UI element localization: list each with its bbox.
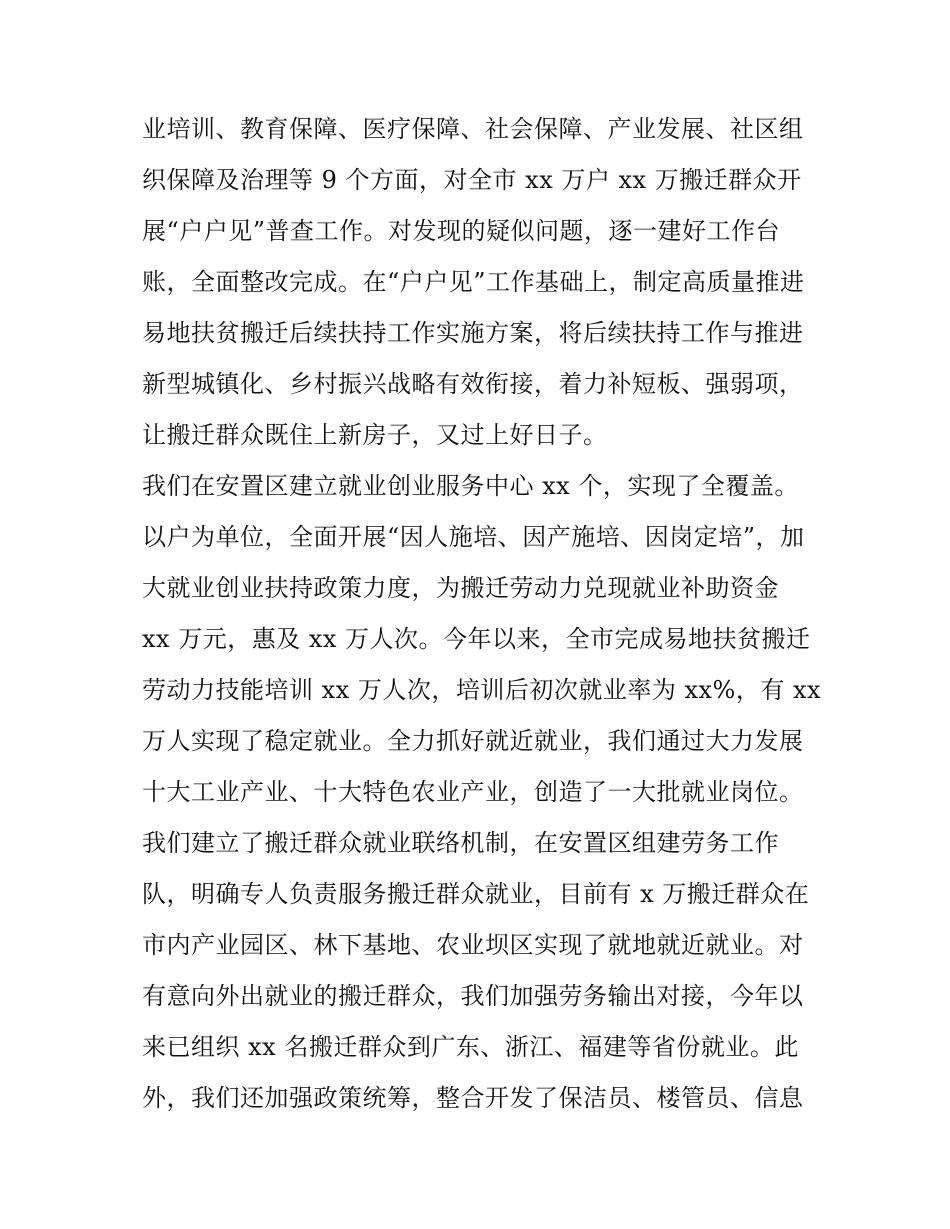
body-text	[142, 104, 822, 1124]
text-line: 队，明确专人负责服务搬迁群众就业，目前有 x 万搬迁群众在	[142, 880, 810, 908]
text-line: 有意向外出就业的搬迁群众，我们加强劳务输出对接，今年以	[142, 982, 804, 1010]
text-line: 易地扶贫搬迁后续扶持工作实施方案，将后续扶持工作与推进	[142, 319, 804, 347]
text-line: 市内产业园区、林下基地、农业坝区实现了就地就近就业。对	[142, 931, 804, 959]
text-line: 我们在安置区建立就业创业服务中心 xx 个，实现了全覆盖。	[142, 472, 799, 500]
text-line: 账，全面整改完成。在“户户见”工作基础上，制定高质量推进	[142, 268, 805, 296]
text-line: 业培训、教育保障、医疗保障、社会保障、产业发展、社区组	[142, 115, 804, 143]
text-line: 新型城镇化、乡村振兴战略有效衔接，着力补短板、强弱项，	[142, 370, 804, 398]
text-line: 我们建立了搬迁群众就业联络机制，在安置区组建劳务工作	[142, 829, 779, 857]
text-line: 外，我们还加强政策统筹，整合开发了保洁员、楼管员、信息	[142, 1084, 804, 1112]
text-line: 劳动力技能培训 xx 万人次，培训后初次就业率为 xx%，有 xx	[142, 676, 822, 704]
text-line: 来已组织 xx 名搬迁群众到广东、浙江、福建等省份就业。此	[142, 1033, 799, 1061]
text-line: 万人实现了稳定就业。全力抓好就近就业，我们通过大力发展	[142, 727, 804, 755]
text-line: 让搬迁群众既住上新房子，又过上好日子。	[142, 421, 608, 449]
text-line: 十大工业产业、十大特色农业产业，创造了一大批就业岗位。	[142, 778, 804, 806]
text-line: 以户为单位，全面开展“因人施培、因产施培、因岗定培”，加	[142, 523, 805, 551]
text-line: 展“户户见”普查工作。对发现的疑似问题，逐一建好工作台	[142, 217, 781, 245]
text-line: 织保障及治理等 9 个方面，对全市 xx 万户 xx 万搬迁群众开	[142, 166, 802, 194]
text-line: 大就业创业扶持政策力度，为搬迁劳动力兑现就业补助资金	[142, 574, 779, 602]
text-line: xx 万元，惠及 xx 万人次。今年以来，全市完成易地扶贫搬迁	[142, 625, 811, 653]
